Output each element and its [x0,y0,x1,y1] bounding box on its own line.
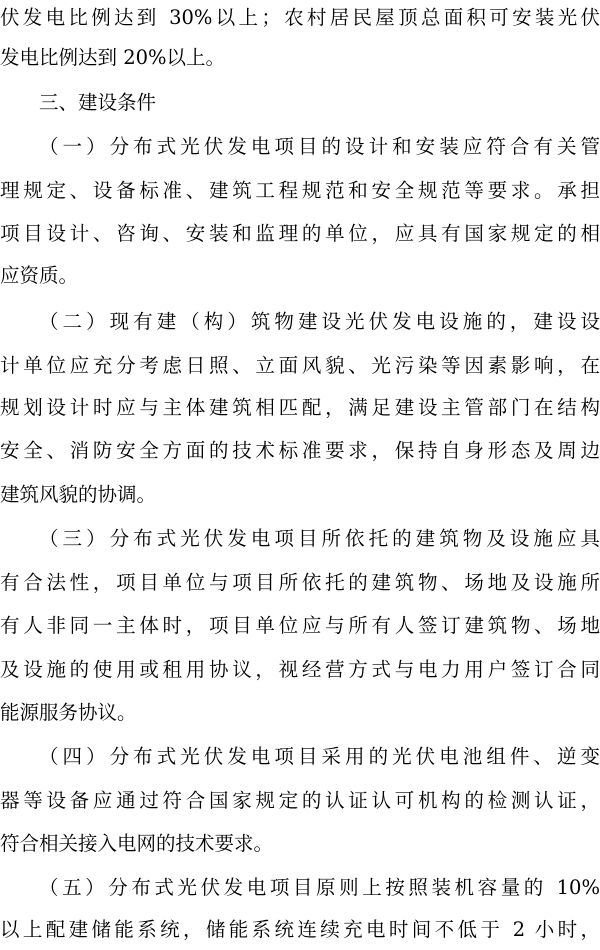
text-line: 应资质。 [0,264,79,287]
text-line: 器等设备应通过符合国家规定的认证认可机构的检测认证， [0,789,600,812]
text-line: 以上配建储能系统，储能系统连续充电时间不低于 2 小时， [0,918,600,941]
text-line: 计单位应充分考虑日照、立面风貌、光污染等因素影响，在 [0,354,600,377]
text-line: 及设施的使用或租用协议，视经营方式与电力用户签订合同 [0,658,600,681]
text-line: 项目设计、咨询、安装和监理的单位，应具有国家规定的相 [0,222,600,245]
text-line: 规划设计时应与主体建筑相匹配，满足建设主管部门在结构 [0,396,600,419]
text-line: （三）分布式光伏发电项目所依托的建筑物及设施应具 [39,527,600,550]
text-line: （五）分布式光伏发电项目原则上按照装机容量的 10% [39,876,600,899]
text-line: （四）分布式光伏发电项目采用的光伏电池组件、逆变 [39,745,600,768]
text-line: 理规定、设备标准、建筑工程规范和安全规范等要求。承担 [0,179,600,202]
text-line: 有人非同一主体时，项目单位应与所有人签订建筑物、场地 [0,614,600,637]
text-line: 符合相关接入电网的技术要求。 [0,832,274,855]
text-line: 发电比例达到 20%以上。 [0,46,226,69]
text-line: 安全、消防安全方面的技术标准要求，保持自身形态及周边 [0,439,600,462]
section-heading: 三、建设条件 [39,91,157,114]
text-line: 伏发电比例达到 30%以上；农村居民屋顶总面积可安装光伏 [0,6,600,29]
text-line: 有合法性，项目单位与项目所依托的建筑物、场地及设施所 [0,571,600,594]
text-line: （一）分布式光伏发电项目的设计和安装应符合有关管 [39,135,600,158]
text-line: （二）现有建（构）筑物建设光伏发电设施的，建设设 [39,310,600,333]
text-line: 建筑风貌的协调。 [0,483,157,506]
text-line: 能源服务协议。 [0,701,137,724]
